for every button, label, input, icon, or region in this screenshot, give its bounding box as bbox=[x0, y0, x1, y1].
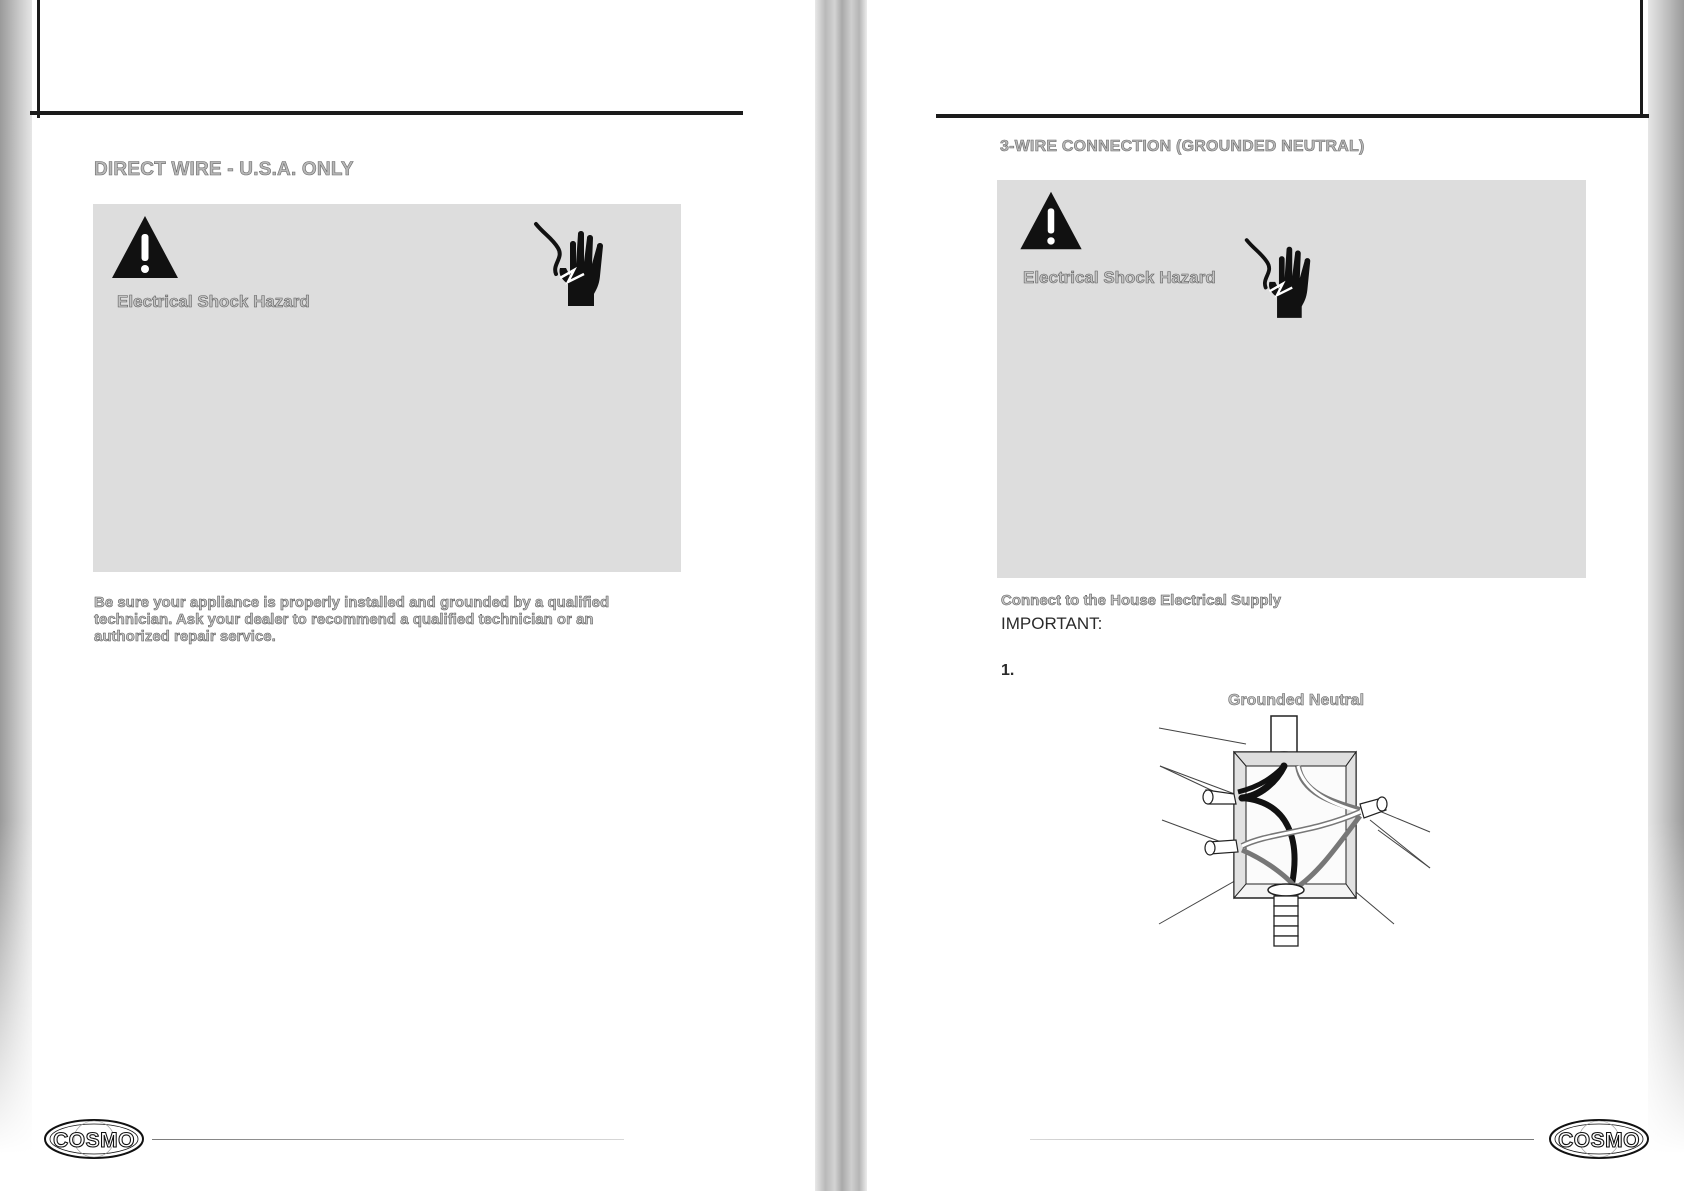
left-hazard-label: Electrical Shock Hazard bbox=[117, 292, 310, 311]
important-label: IMPORTANT: bbox=[1001, 614, 1103, 633]
right-header-rule bbox=[936, 114, 1649, 118]
shock-hazard-hand-icon bbox=[1241, 236, 1315, 322]
cosmo-logo bbox=[1548, 1118, 1650, 1160]
left-footer-rule bbox=[152, 1139, 624, 1140]
junction-box-diagram bbox=[1150, 712, 1440, 962]
logo-text: COSMO bbox=[1558, 1129, 1640, 1152]
diagram-caption: Grounded Neutral bbox=[1228, 692, 1365, 709]
right-vertical-rule bbox=[1640, 0, 1643, 118]
step-number: 1. bbox=[1001, 662, 1015, 679]
left-header-rule bbox=[30, 111, 743, 115]
right-warning-box bbox=[997, 180, 1586, 578]
left-page-edge-fade bbox=[0, 820, 32, 1191]
connect-label: Connect to the House Electrical Supply bbox=[1001, 592, 1282, 609]
left-vertical-rule bbox=[37, 0, 40, 118]
right-hazard-label: Electrical Shock Hazard bbox=[1023, 268, 1216, 287]
right-footer-rule bbox=[1030, 1139, 1534, 1140]
left-page-heading: DIRECT WIRE - U.S.A. ONLY bbox=[94, 159, 354, 180]
warning-triangle-icon bbox=[109, 212, 181, 282]
right-page-heading: 3-WIRE CONNECTION (GROUNDED NEUTRAL) bbox=[1000, 138, 1365, 155]
right-page-edge-fade bbox=[1648, 820, 1684, 1191]
left-footer-logo bbox=[43, 1118, 145, 1165]
cosmo-logo bbox=[43, 1118, 145, 1160]
left-warning-box bbox=[93, 204, 681, 572]
warning-triangle-icon bbox=[1016, 188, 1086, 253]
right-footer-logo bbox=[1548, 1118, 1650, 1165]
shock-hazard-hand-icon bbox=[530, 220, 608, 310]
book-spine bbox=[815, 0, 867, 1191]
left-body-text: Be sure your appliance is properly installed and grounded by a qualified technician. Ask your dealer to recommend a qualified technician or an authorized repair service. bbox=[94, 594, 610, 645]
logo-text: COSMO bbox=[53, 1129, 135, 1152]
